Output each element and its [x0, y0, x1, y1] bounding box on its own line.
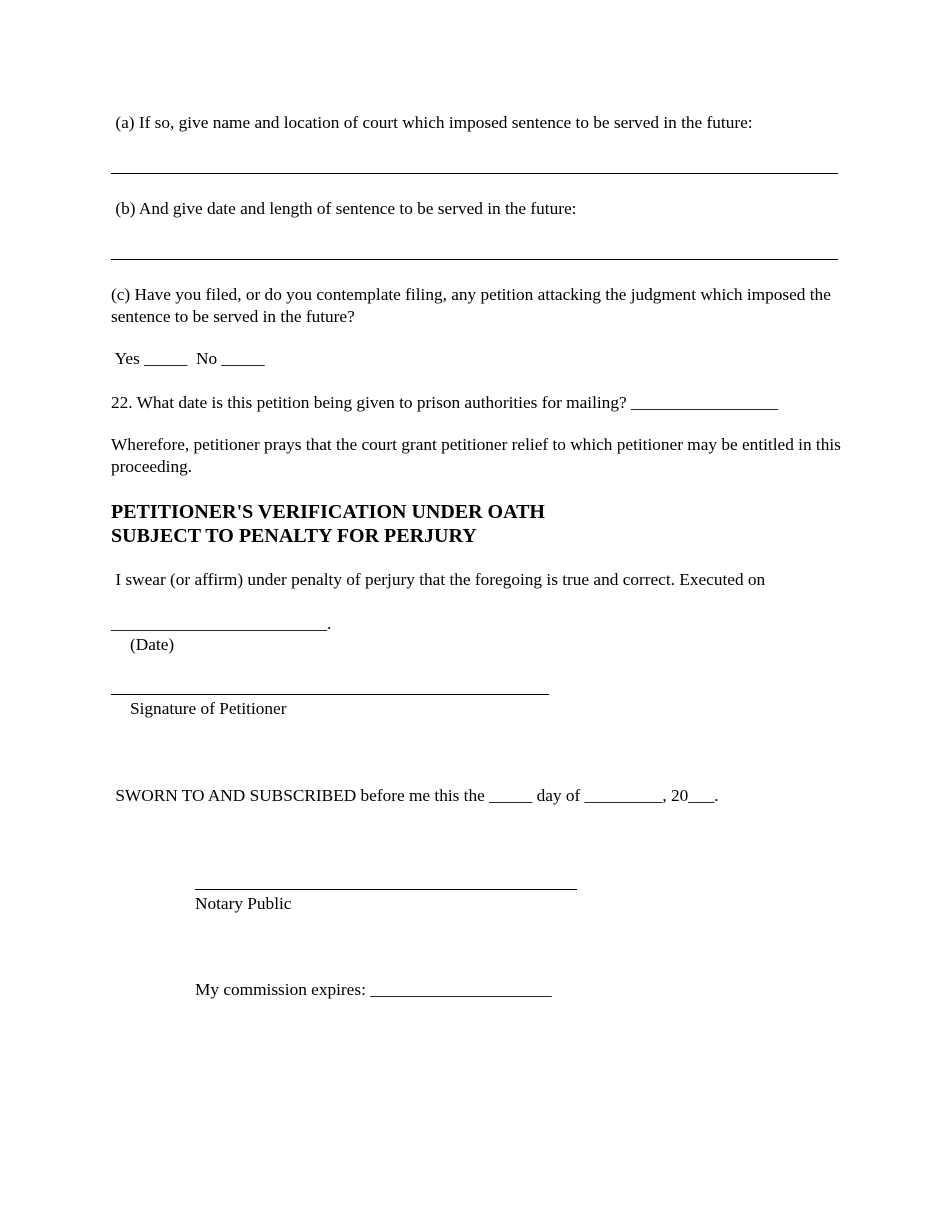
question-c: (c) Have you filed, or do you contemplate filing, any petition attacking the judgment which imposed the sentence to be served in the future?	[111, 285, 831, 326]
question-b: (b) And give date and length of sentence to be served in the future:	[111, 199, 577, 218]
wherefore-paragraph: Wherefore, petitioner prays that the court grant petitioner relief to which petitioner may be entitled in this proceeding.	[111, 435, 841, 476]
notary-signature-line[interactable]	[195, 889, 577, 890]
signature-line[interactable]	[111, 694, 549, 695]
swear-statement: I swear (or affirm) under penalty of perjury that the foregoing is true and correct. Executed on	[111, 570, 766, 589]
answer-line-b[interactable]	[111, 259, 838, 260]
verification-heading-line-2: SUBJECT TO PENALTY FOR PERJURY	[111, 525, 477, 547]
verification-heading-line-1: PETITIONER'S VERIFICATION UNDER OATH	[111, 501, 545, 523]
question-22[interactable]: 22. What date is this petition being given to prison authorities for mailing? _________________	[111, 393, 778, 412]
sworn-statement[interactable]: SWORN TO AND SUBSCRIBED before me this the _____ day of _________, 20___.	[111, 786, 719, 805]
answer-line-a[interactable]	[111, 173, 838, 174]
date-label: (Date)	[130, 635, 175, 654]
yes-no-answer[interactable]: Yes _____ No _____	[111, 349, 265, 368]
execution-date-line[interactable]: _________________________.	[111, 614, 332, 633]
commission-expires[interactable]: My commission expires: _____________________	[195, 980, 552, 999]
question-a: (a) If so, give name and location of court which imposed sentence to be served in the future:	[111, 113, 753, 132]
signature-label: Signature of Petitioner	[130, 699, 287, 718]
notary-label: Notary Public	[195, 894, 292, 913]
